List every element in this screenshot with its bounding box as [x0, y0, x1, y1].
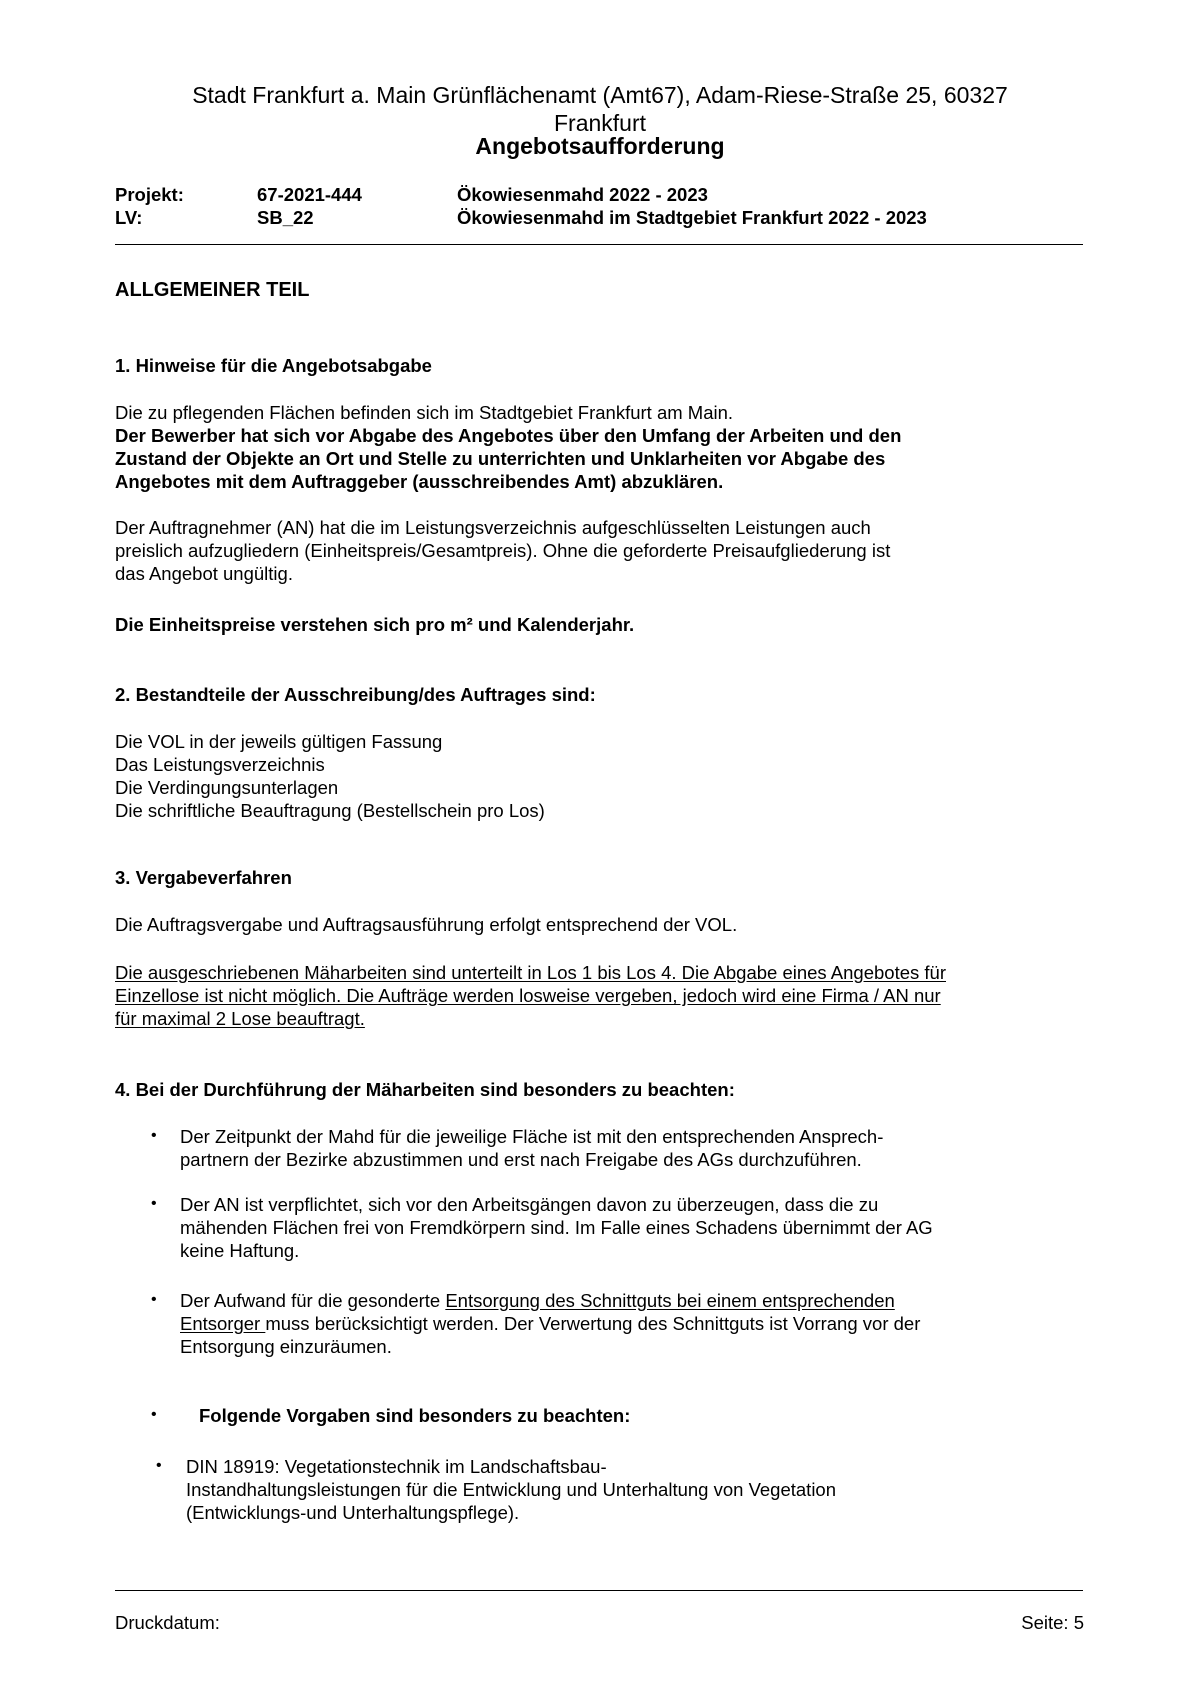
bullet-icon: • — [156, 1457, 162, 1474]
section-title: ALLGEMEINER TEIL — [115, 279, 310, 301]
bullet-3-underlined-text: Entsorgung des Schnittguts bei einem entsprechenden — [445, 1290, 895, 1311]
section-2-item: Die Verdingungsunterlagen — [115, 777, 339, 798]
section-1-heading: 1. Hinweise für die Angebotsabgabe — [115, 355, 432, 376]
header-city: Frankfurt — [553, 110, 647, 136]
section-2-item: Die VOL in der jeweils gültigen Fassung — [115, 731, 443, 752]
header-address: Stadt Frankfurt a. Main Grünflächenamt (Amt67), Adam-Riese-Straße 25, 60327 — [192, 82, 1008, 108]
projekt-label: Projekt: — [115, 184, 184, 205]
section-3-underlined-line-1: Die ausgeschriebenen Mäharbeiten sind unterteilt in Los 1 bis Los 4. Die Abgabe eines Angebotes für — [115, 962, 946, 983]
bullet-2-line-2: mähenden Flächen frei von Fremdkörpern sind. Im Falle eines Schadens übernimmt der AG — [180, 1217, 933, 1238]
bullet-3-text: muss berücksichtigt werden. Der Verwertung des Schnittguts ist Vorrang vor der — [265, 1313, 921, 1334]
lv-name: Ökowiesenmahd im Stadtgebiet Frankfurt 2022 - 2023 — [457, 207, 927, 228]
bullet-3-underlined-text: Entsorger — [180, 1313, 266, 1334]
section-3-underlined-line-2: Einzellose ist nicht möglich. Die Aufträge werden losweise vergeben, jedoch wird eine Firma / AN nur — [115, 985, 941, 1006]
bullet-icon: • — [151, 1406, 157, 1423]
projekt-name: Ökowiesenmahd 2022 - 2023 — [457, 184, 708, 205]
section-2-item: Das Leistungsverzeichnis — [115, 754, 325, 775]
lv-label: LV: — [115, 207, 143, 228]
bullet-2-line-3: keine Haftung. — [180, 1240, 300, 1261]
bullet-3-text: Der Aufwand für die gesonderte — [180, 1290, 446, 1311]
header-divider — [115, 244, 1083, 245]
section-1-bold-line-1: Der Bewerber hat sich vor Abgabe des Angebotes über den Umfang der Arbeiten und den — [115, 425, 902, 446]
bullet-3-line-3: Entsorgung einzuräumen. — [180, 1336, 392, 1357]
bullet-5-line-3: (Entwicklungs-und Unterhaltungspflege). — [186, 1502, 520, 1523]
print-date-label: Druckdatum: — [115, 1612, 220, 1633]
bullet-3-line-2 — [180, 1312, 920, 1335]
projekt-number: 67-2021-444 — [257, 184, 362, 205]
lv-number: SB_22 — [257, 207, 314, 228]
bullet-1-line-2: partnern der Bezirke abzustimmen und erst nach Freigabe des AGs durchzuführen. — [180, 1149, 862, 1170]
bullet-icon: • — [151, 1291, 157, 1308]
section-3-heading: 3. Vergabeverfahren — [115, 867, 292, 888]
section-1-intro: Die zu pflegenden Flächen befinden sich im Stadtgebiet Frankfurt am Main. — [115, 402, 734, 423]
section-3-intro: Die Auftragsvergabe und Auftragsausführung erfolgt entsprechend der VOL. — [115, 914, 738, 935]
section-1-pricing-line-2: preislich aufzugliedern (Einheitspreis/Gesamtpreis). Ohne die geforderte Preisaufgliederung ist — [115, 540, 891, 561]
bullet-5-line-2: Instandhaltungsleistungen für die Entwicklung und Unterhaltung von Vegetation — [186, 1479, 837, 1500]
bullet-icon: • — [151, 1195, 157, 1212]
bullet-4-heading: Folgende Vorgaben sind besonders zu beachten: — [199, 1405, 631, 1426]
section-1-bold-line-3: Angebotes mit dem Auftraggeber (ausschreibendes Amt) abzuklären. — [115, 471, 724, 492]
page-title: Angebotsaufforderung — [475, 133, 725, 159]
section-2-heading: 2. Bestandteile der Ausschreibung/des Auftrages sind: — [115, 684, 596, 705]
section-4-heading: 4. Bei der Durchführung der Mäharbeiten sind besonders zu beachten: — [115, 1079, 735, 1100]
footer-divider — [115, 1590, 1083, 1591]
page-number: Seite: 5 — [1021, 1612, 1084, 1633]
bullet-3-line-1 — [180, 1289, 895, 1312]
section-1-unit-price-note: Die Einheitspreise verstehen sich pro m² und Kalenderjahr. — [115, 614, 635, 635]
bullet-icon: • — [151, 1127, 157, 1144]
section-2-item: Die schriftliche Beauftragung (Bestellschein pro Los) — [115, 800, 545, 821]
section-3-underlined-line-3: für maximal 2 Lose beauftragt. — [115, 1008, 365, 1029]
section-1-pricing-line-1: Der Auftragnehmer (AN) hat die im Leistungsverzeichnis aufgeschlüsselten Leistungen auch — [115, 517, 871, 538]
bullet-1-line-1: Der Zeitpunkt der Mahd für die jeweilige Fläche ist mit den entsprechenden Ansprech- — [180, 1126, 884, 1147]
section-1-pricing-line-3: das Angebot ungültig. — [115, 563, 293, 584]
bullet-2-line-1: Der AN ist verpflichtet, sich vor den Arbeitsgängen davon zu überzeugen, dass die zu — [180, 1194, 879, 1215]
bullet-5-line-1: DIN 18919: Vegetationstechnik im Landschaftsbau- — [186, 1456, 607, 1477]
section-1-bold-line-2: Zustand der Objekte an Ort und Stelle zu unterrichten und Unklarheiten vor Abgabe des — [115, 448, 886, 469]
